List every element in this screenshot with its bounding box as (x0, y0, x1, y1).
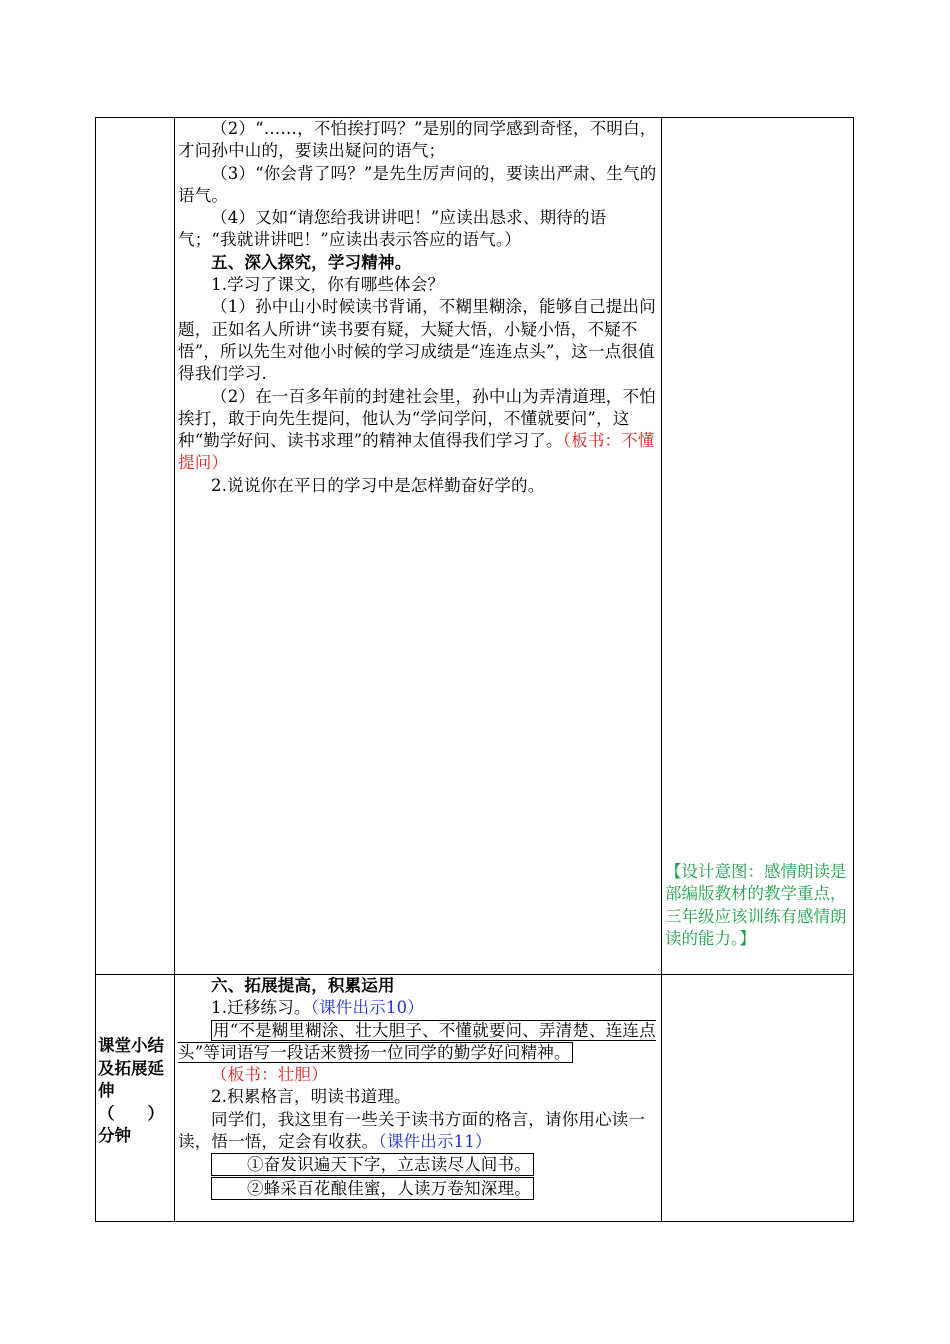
quote-1-box: ①奋发识遍天下字，立志读尽人间书。 (211, 1153, 534, 1176)
content-cell (175, 975, 662, 1222)
quote-2 (178, 1177, 657, 1200)
exercise-box (178, 1020, 657, 1065)
section-heading-5: 五、深入探究，学习精神。 (211, 252, 412, 272)
board-note-2: （板书：壮胆） (211, 1065, 328, 1085)
table-row (96, 118, 854, 975)
intro-text: 同学们，我这里有一些关于读书方面的格言，请你用心读一读，悟一悟，定会有收获。 (178, 1109, 646, 1152)
item-1-text: 1.迁移练习。 (211, 998, 311, 1018)
quote-1 (178, 1153, 657, 1176)
courseware-ref-11: （课件出示11） (378, 1132, 492, 1152)
courseware-ref-10: （课件出示10） (310, 998, 425, 1018)
answer-1: （1）孙中山小时候读书背诵，不糊里糊涂，能够自己提出问题，正如名人所讲“读书要有疑，大疑大悟，小疑小悟，不疑不悟”，所以先生对他小时候的学习成绩是“连连点头”，这一点很值得我们学习. (178, 297, 656, 384)
answer-2-text: （2）在一百多年前的封建社会里，孙中山为弄清道理，不怕挨打，敢于向先生提问，他认为“学问学问，不懂就要问”，这种“勤学好问、读书求理”的精神太值得我们学习了。 (178, 386, 656, 451)
label-cell-empty (96, 118, 175, 975)
paragraph-tone-3: （3）“你会背了吗？”是先生厉声问的，要读出严肃、生气的语气。 (178, 163, 657, 205)
quote-2-box: ②蜂采百花酿佳蜜，人读万卷知深理。 (211, 1177, 534, 1200)
label-cell (96, 975, 175, 1222)
question-1: 1.学习了课文，你有哪些体会？ (211, 275, 445, 295)
note-cell (662, 118, 854, 975)
board-note: （板书：不懂 提问） (178, 431, 672, 473)
design-intent-note: 【设计意图：感情朗读是部编版教材的教学重点，三年级应该训练有感情朗读的能力。】 (665, 862, 847, 949)
question-2: 2.说说你在平日的学习中是怎样勤奋好学的。 (211, 475, 545, 495)
paragraph-tone-4: （4）又如“请您给我讲讲吧！”应读出恳求、期待的语气；“我就讲讲吧！”应读出表示答应的语气。） (178, 208, 607, 250)
lesson-plan-table (95, 117, 854, 1222)
section-label: 课堂小结及拓展延伸（ ）分钟 (98, 1036, 164, 1145)
exercise-text: 用“不是糊里糊涂、壮大胆子、不懂就要问、弄清楚、连连点头”等词语写一段话来赞扬一位同学的勤学好问精神。 (178, 1020, 656, 1062)
item-2: 2.积累格言，明读书道理。 (211, 1087, 411, 1107)
table-row (96, 975, 854, 1222)
item-1 (178, 997, 657, 1019)
intro-paragraph (178, 1109, 657, 1154)
content-cell (175, 118, 672, 975)
note-cell-empty (662, 975, 854, 1222)
answer-2 (178, 386, 672, 475)
section-heading-6: 六、拓展提高，积累运用 (211, 976, 395, 995)
paragraph-tone-2: （2）“……，不怕挨打吗？”是别的同学感到奇怪，不明白，才问孙中山的，要读出疑问的语气； (178, 119, 657, 161)
